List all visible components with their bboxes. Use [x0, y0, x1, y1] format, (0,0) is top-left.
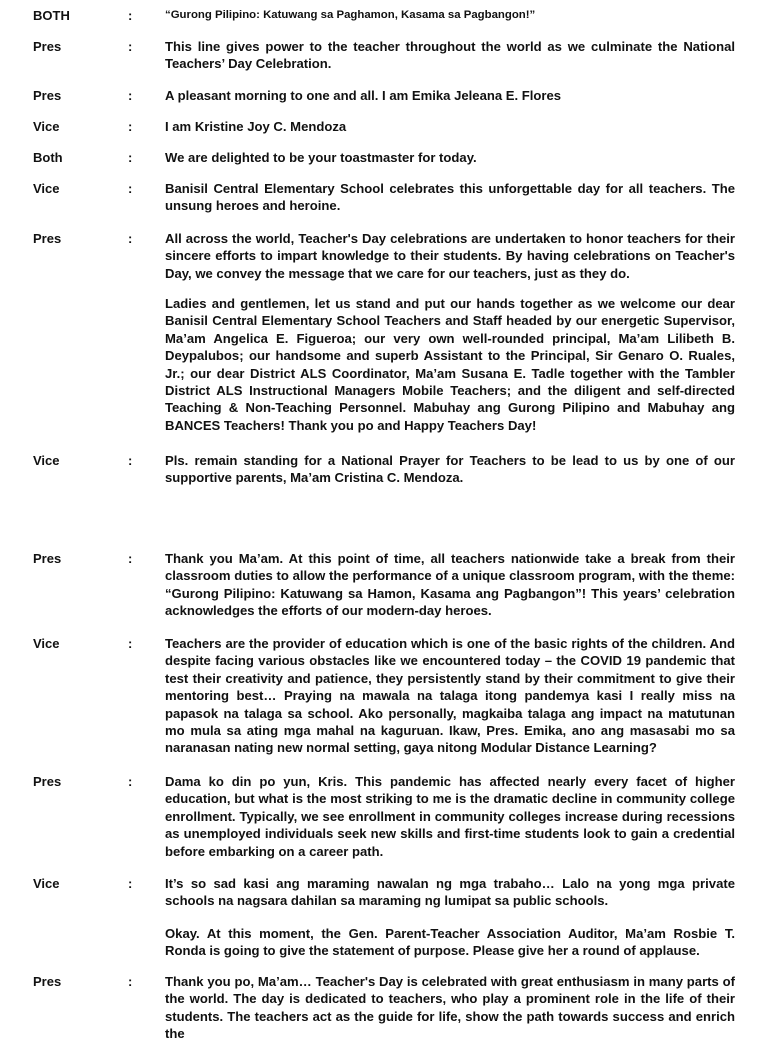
dialogue-text: It’s so sad kasi ang maraming nawalan ng mga trabaho… Lalo na yong mga private schools na nagsara dahilan sa maraming ng lumipat sa public schools. — [165, 876, 735, 909]
speaker-label: Vice — [33, 453, 60, 468]
dialogue-text: This line gives power to the teacher throughout the world as we culminate the National Teachers’ Day Celebration. — [165, 39, 735, 72]
dialogue-text: Banisil Central Elementary School celebrates this unforgettable day for all teachers. The unsung heroes and heroine. — [165, 181, 735, 214]
colon-separator: : — [128, 88, 133, 103]
dialogue-text: Okay. At this moment, the Gen. Parent-Teacher Association Auditor, Ma’am Rosbie T. Ronda is going to give the statement of purpose. Please give her a round of applause. — [165, 926, 735, 959]
colon-separator: : — [128, 876, 133, 891]
speaker-label: BOTH — [33, 8, 70, 23]
dialogue-text: Thank you po, Ma’am… Teacher's Day is celebrated with great enthusiasm in many parts of the world. The day is dedicated to teachers, who play a prominent role in the life of their students. The teachers act as the guide for life, show the path towards success and enrich the — [165, 974, 735, 1042]
dialogue-text: I am Kristine Joy C. Mendoza — [165, 119, 347, 134]
speaker-label: Pres — [33, 88, 62, 103]
dialogue-text: Pls. remain standing for a National Prayer for Teachers to be lead to us by one of our supportive parents, Ma’am Cristina C. Mendoza. — [165, 453, 735, 486]
speaker-label: Pres — [33, 974, 62, 989]
theme-line: “Gurong Pilipino: Katuwang sa Paghamon, Kasama sa Pagbangon!” — [165, 9, 536, 21]
dialogue-text: Dama ko din po yun, Kris. This pandemic has affected nearly every facet of higher education, but what is the most striking to me is the dramatic decline in community college enrollment. Typically, we see enrollment in community colleges increase during recessions as unemployed individuals seek new skills and first-time students look to gain a credential before embarking on a career path. — [165, 774, 735, 859]
speaker-label: Pres — [33, 39, 62, 54]
speaker-label: Vice — [33, 119, 60, 134]
speaker-label: Both — [33, 150, 63, 165]
colon-separator: : — [128, 231, 133, 246]
colon-separator: : — [128, 453, 133, 468]
speaker-label: Pres — [33, 231, 62, 246]
colon-separator: : — [128, 150, 133, 165]
colon-separator: : — [128, 774, 133, 789]
dialogue-text: Teachers are the provider of education which is one of the basic rights of the children. And despite facing various obstacles like we encountered today – the COVID 19 pandemic that test their creativity and patience, they persistently stand by their commitment to give their mentoring best… Praying na mawala na talaga itong pandemya kasi I really miss na papasok na talaga sa school. Ako personally, magkaiba talaga ang impact na matutunan mo mula sa ating mga mahal na kaguruan. Ikaw, Pres. Emika, ano ang masasabi mo sa naranasan nating new normal setting, gaya nitong Modular Distance Learning? — [165, 636, 735, 756]
colon-separator: : — [128, 551, 133, 566]
colon-separator: : — [128, 39, 133, 54]
colon-separator: : — [128, 119, 133, 134]
dialogue-text: We are delighted to be your toastmaster for today. — [165, 150, 477, 165]
speaker-label: Pres — [33, 551, 62, 566]
colon-separator: : — [128, 181, 133, 196]
speaker-label: Vice — [33, 636, 60, 651]
speaker-label: Pres — [33, 774, 62, 789]
dialogue-text: Ladies and gentlemen, let us stand and put our hands together as we welcome our dear Banisil Central Elementary School Teachers and Staff headed by our energetic Supervisor, Ma’am Angelica E. Figueroa; our very own well-rounded principal, Ma’am Lilibeth B. Deypalubos; our handsome and superb Assistant to the Principal, Sir Genaro O. Ruales, Jr.; our dear District ALS Coordinator, Ma’am Susana E. Tadle together with the Tambler District ALS Instructional Managers Mobile Teachers; and the diligent and self-directed Teaching & Non-Teaching Personnel. Mabuhay ang Gurong Pilipino and Mabuhay ang BANCES Teachers! Thank you po and Happy Teachers Day! — [165, 296, 735, 433]
colon-separator: : — [128, 636, 133, 651]
speaker-label: Vice — [33, 876, 60, 891]
speaker-label: Vice — [33, 181, 60, 196]
colon-separator: : — [128, 974, 133, 989]
dialogue-text: Thank you Ma’am. At this point of time, all teachers nationwide take a break from their classroom duties to allow the performance of a unique classroom program, with the theme: “Gurong Pilipino: Katuwang sa Hamon, Kasama ang Pagbangon”! This years’ celebration acknowledges the efforts of our modern-day heroes. — [165, 551, 735, 619]
dialogue-text: A pleasant morning to one and all. I am Emika Jeleana E. Flores — [165, 88, 562, 103]
colon-separator: : — [128, 8, 133, 23]
dialogue-text: All across the world, Teacher's Day celebrations are undertaken to honor teachers for their sincere efforts to impart knowledge to their students. By having celebrations on Teacher's Day, we convey the message that we care for our teachers, just as they do. — [165, 231, 735, 281]
